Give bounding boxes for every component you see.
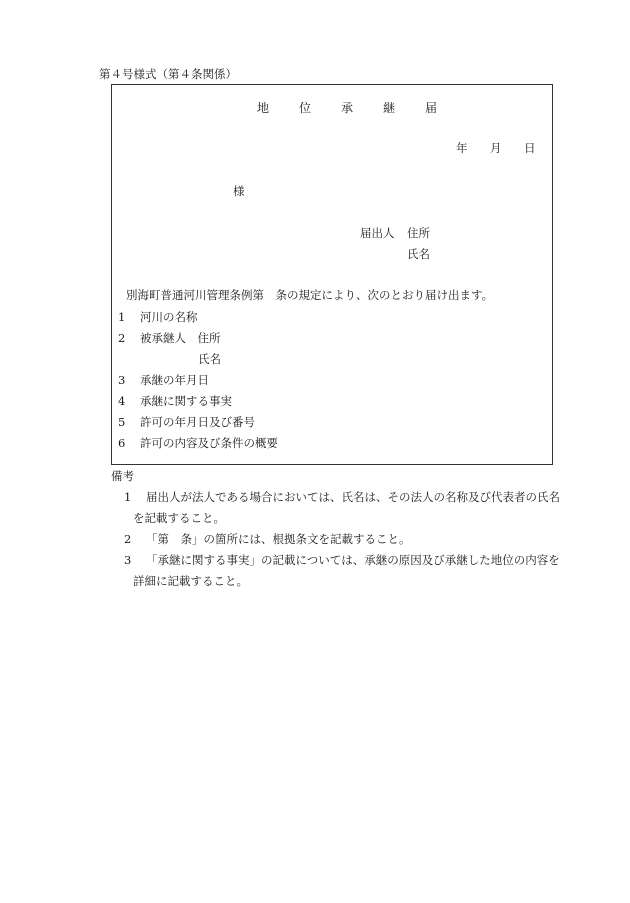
list-item bbox=[118, 396, 232, 408]
form-title: 地位承継届 bbox=[257, 101, 468, 115]
item-label: 承継の年月日 bbox=[140, 373, 209, 387]
note-continuation: 詳細に記載すること。 bbox=[133, 574, 248, 588]
list-item bbox=[118, 417, 255, 429]
list-item bbox=[118, 375, 209, 387]
notifier-name-label: 氏名 bbox=[407, 247, 430, 261]
item-number: 3 bbox=[118, 373, 126, 387]
list-item bbox=[118, 438, 278, 450]
notes-heading: 備考 bbox=[111, 469, 134, 483]
addressee-suffix: 様 bbox=[233, 184, 245, 198]
note-text: 「承継に関する事実」の記載については、承継の原因及び承継した地位の内容を bbox=[146, 553, 560, 567]
statement: 別海町普通河川管理条例第 条の規定により、次のとおり届け出ます。 bbox=[126, 288, 494, 302]
item-label: 許可の内容及び条件の概要 bbox=[140, 436, 278, 450]
note-item bbox=[124, 492, 560, 504]
item-label: 河川の名称 bbox=[140, 310, 198, 324]
item-number: 6 bbox=[118, 436, 126, 450]
note-number: 3 bbox=[124, 553, 132, 567]
note-number: 2 bbox=[124, 532, 132, 546]
item-number: 5 bbox=[118, 415, 126, 429]
item-label: 承継に関する事実 bbox=[140, 394, 232, 408]
date-year-label: 年 bbox=[456, 141, 468, 155]
date-day-label: 日 bbox=[524, 141, 536, 155]
item-number: 4 bbox=[118, 394, 126, 408]
note-item bbox=[124, 555, 560, 567]
form-number: 第４号様式（第４条関係） bbox=[99, 67, 237, 81]
item-sub-label: 氏名 bbox=[198, 352, 221, 366]
notifier-label: 届出人 bbox=[360, 226, 395, 240]
list-item bbox=[118, 312, 198, 324]
note-continuation: を記載すること。 bbox=[133, 511, 225, 525]
item-number: 1 bbox=[118, 310, 126, 324]
notifier-address-label: 住所 bbox=[407, 226, 430, 240]
list-item bbox=[118, 333, 221, 345]
note-number: 1 bbox=[124, 490, 132, 504]
note-text: 「第 条」の箇所には、根拠条文を記載すること。 bbox=[146, 532, 411, 546]
date-month-label: 月 bbox=[490, 141, 502, 155]
item-label: 被承継人 住所 bbox=[140, 331, 221, 345]
note-item bbox=[124, 534, 411, 546]
item-number: 2 bbox=[118, 331, 126, 345]
item-label: 許可の年月日及び番号 bbox=[140, 415, 255, 429]
note-text: 届出人が法人である場合においては、氏名は、その法人の名称及び代表者の氏名 bbox=[146, 490, 560, 504]
